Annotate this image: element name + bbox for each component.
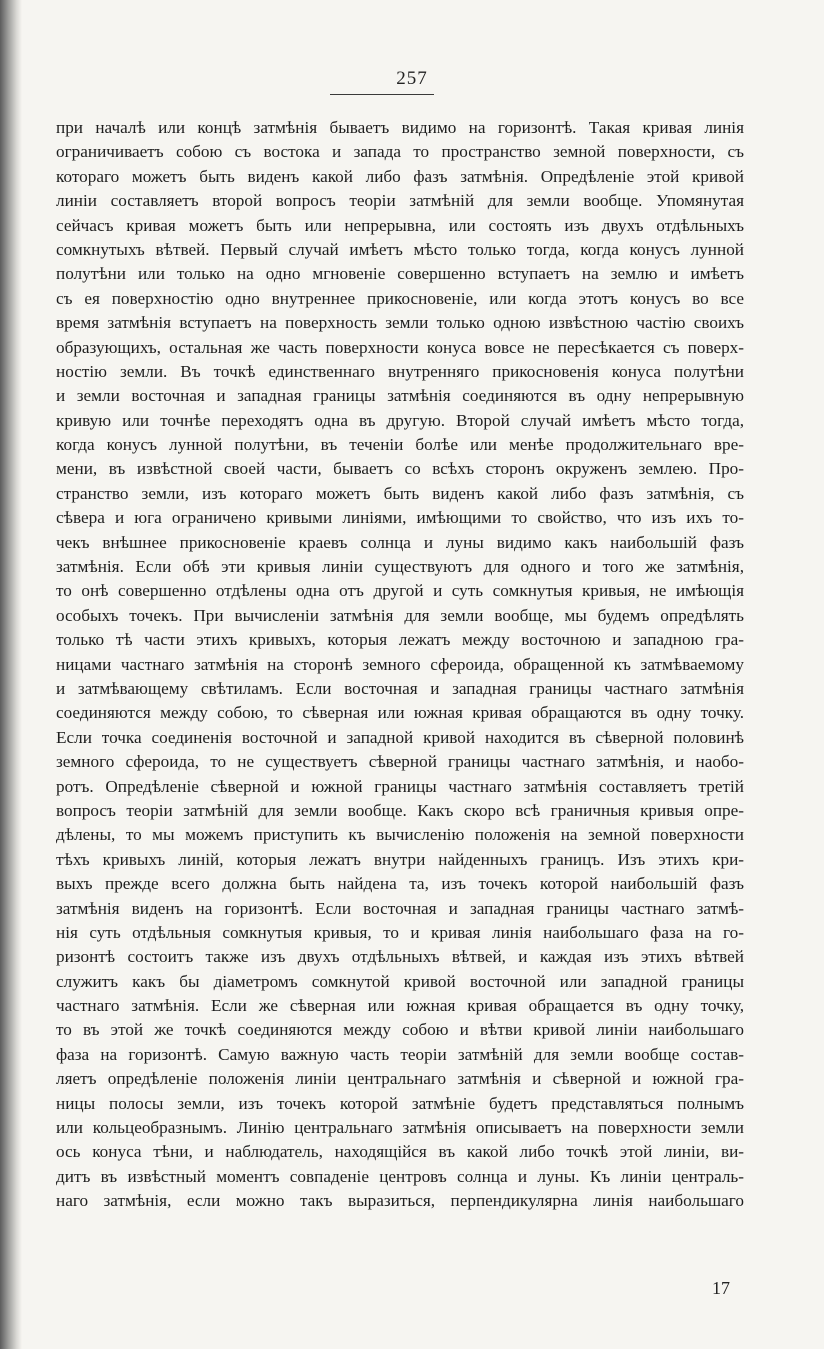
text-line: затмѣнія виденъ на горизонтѣ. Если восточная и западная границы частнаго затмѣ-	[56, 898, 744, 918]
text-line: ляетъ опредѣленіе положенія линіи центральнаго затмѣнія и сѣверной и южной гра-	[56, 1069, 744, 1089]
text-line: ось конуса тѣни, и наблюдатель, находящійся въ какой либо точкѣ этой линіи, ви-	[56, 1142, 744, 1162]
text-line: ностію земли. Въ точкѣ единственнаго внутренняго прикосновенія конуса полутѣни	[56, 361, 744, 381]
text-line: когда конусъ лунной полутѣни, въ теченіи болѣе или менѣе продолжительнаго вре-	[56, 435, 744, 455]
text-line: котораго можетъ быть виденъ какой либо фазъ затмѣнія. Опредѣленіе этой кривой	[56, 166, 744, 186]
text-line: сейчасъ кривая можетъ быть или непрерывна, или состоять изъ двухъ отдѣльныхъ	[56, 215, 744, 235]
text-line: линіи составляетъ второй вопросъ теоріи затмѣній для земли вообще. Упомянутая	[56, 191, 744, 211]
text-line: мени, въ извѣстной своей части, бываетъ со всѣхъ сторонъ окруженъ землею. Про-	[56, 459, 744, 479]
text-line: Если точка соединенія восточной и западной кривой находится въ сѣверной половинѣ	[56, 727, 744, 747]
body-text	[56, 116, 744, 1214]
text-line: при началѣ или концѣ затмѣнія бываетъ видимо на горизонтѣ. Такая кривая линія	[56, 118, 744, 137]
text-line: или кольцеобразнымъ. Линію центральнаго затмѣнія описываетъ на поверхности земли	[56, 1118, 744, 1138]
text-line: и земли восточная и западная границы затмѣнія соединяются въ одну непрерывную	[56, 386, 744, 406]
text-line: земного сфероида, то не существуетъ сѣверной границы частнаго затмѣнія, и наобо-	[56, 752, 744, 772]
text-line: кривую или точнѣе переходятъ одна въ другую. Второй случай имѣетъ мѣсто тогда,	[56, 410, 744, 430]
text-line: то въ этой же точкѣ соединяются между собою и вѣтви кривой линіи наибольшаго	[56, 1020, 744, 1040]
text-line: наго затмѣнія, если можно такъ выразиться, перпендикулярна линія наибольшаго	[56, 1191, 744, 1211]
text-line: дѣлены, то мы можемъ приступить къ вычисленію положенія на земной поверхности	[56, 825, 744, 845]
text-line: особыхъ точекъ. При вычисленіи затмѣнія для земли вообще, мы будемъ опредѣлять	[56, 605, 744, 625]
text-line: ограничиваетъ собою съ востока и запада то пространство земной поверхности, съ	[56, 142, 744, 162]
text-line: только тѣ части этихъ кривыхъ, которыя лежатъ между восточною и западною гра-	[56, 630, 744, 650]
text-line: частнаго затмѣнія. Если же сѣверная или южная кривая обращается въ одну точку,	[56, 996, 744, 1016]
text-line: ницы полосы земли, изъ точекъ которой затмѣніе будетъ представляться полнымъ	[56, 1093, 744, 1113]
text-line: образующихъ, остальная же часть поверхности конуса вовсе не пересѣкается съ поверх-	[56, 337, 744, 357]
text-line: затмѣнія. Если обѣ эти кривыя линіи существуютъ для одного и того же затмѣнія,	[56, 557, 744, 577]
text-line: выхъ прежде всего должна быть найдена та, изъ точекъ которой наибольшій фазъ	[56, 874, 744, 894]
text-line: то онѣ совершенно отдѣлены одна отъ другой и суть сомкнутыя кривыя, не имѣющія	[56, 581, 744, 601]
text-line: полутѣни или только на одно мгновеніе совершенно вступаетъ на землю и имѣетъ	[56, 264, 744, 284]
text-line: ротъ. Опредѣленіе сѣверной и южной границы частнаго затмѣнія составляетъ третій	[56, 776, 744, 796]
text-line: нія суть отдѣльныя сомкнутыя кривыя, то и кривая линія наибольшаго фаза на го-	[56, 922, 744, 942]
text-line: чекъ внѣшнее прикосновеніе краевъ солнца и луны видимо какъ наибольшій фазъ	[56, 532, 744, 552]
text-line: ницами частнаго затмѣнія на сторонѣ земного сфероида, обращенной къ затмѣваемому	[56, 654, 744, 674]
signature-mark: 17	[712, 1278, 730, 1298]
text-line: вопросъ теоріи затмѣній для земли вообще. Какъ скоро всѣ граничныя кривыя опре-	[56, 800, 744, 820]
text-line: сѣвера и юга ограничено кривыми линіями, имѣющими то свойство, что изъ ихъ то-	[56, 508, 744, 528]
header-rule	[330, 94, 434, 95]
text-line: соединяются между собою, то сѣверная или южная кривая обращаются въ одну точку.	[56, 703, 744, 723]
text-line: ризонтѣ состоитъ также изъ двухъ отдѣльныхъ вѣтвей, и каждая изъ этихъ вѣтвей	[56, 947, 744, 967]
book-spine-shadow	[0, 0, 22, 1349]
text-line: дитъ въ извѣстный моментъ совпаденіе центровъ солнца и луны. Къ линіи централь-	[56, 1166, 744, 1186]
text-line: странство земли, изъ котораго можетъ быть виденъ какой либо фазъ затмѣнія, съ	[56, 483, 744, 503]
text-line: сомкнутыхъ вѣтвей. Первый случай имѣетъ мѣсто только тогда, когда конусъ лунной	[56, 239, 744, 259]
page-number: 257	[396, 68, 428, 89]
text-line: время затмѣнія вступаетъ на поверхность земли только одною извѣстною частію своихъ	[56, 313, 744, 333]
text-line: и затмѣвающему свѣтиламъ. Если восточная и западная границы частнаго затмѣнія	[56, 678, 744, 698]
text-line: фаза на горизонтѣ. Самую важную часть теоріи затмѣній для земли вообще состав-	[56, 1044, 744, 1064]
text-line: тѣхъ кривыхъ линій, которыя лежатъ внутри найденныхъ границъ. Изъ этихъ кри-	[56, 849, 744, 869]
text-line: съ ея поверхностію одно внутреннее прикосновеніе, или когда этотъ конусъ во все	[56, 288, 744, 308]
text-line: служитъ какъ бы діаметромъ сомкнутой кривой восточной или западной границы	[56, 971, 744, 991]
